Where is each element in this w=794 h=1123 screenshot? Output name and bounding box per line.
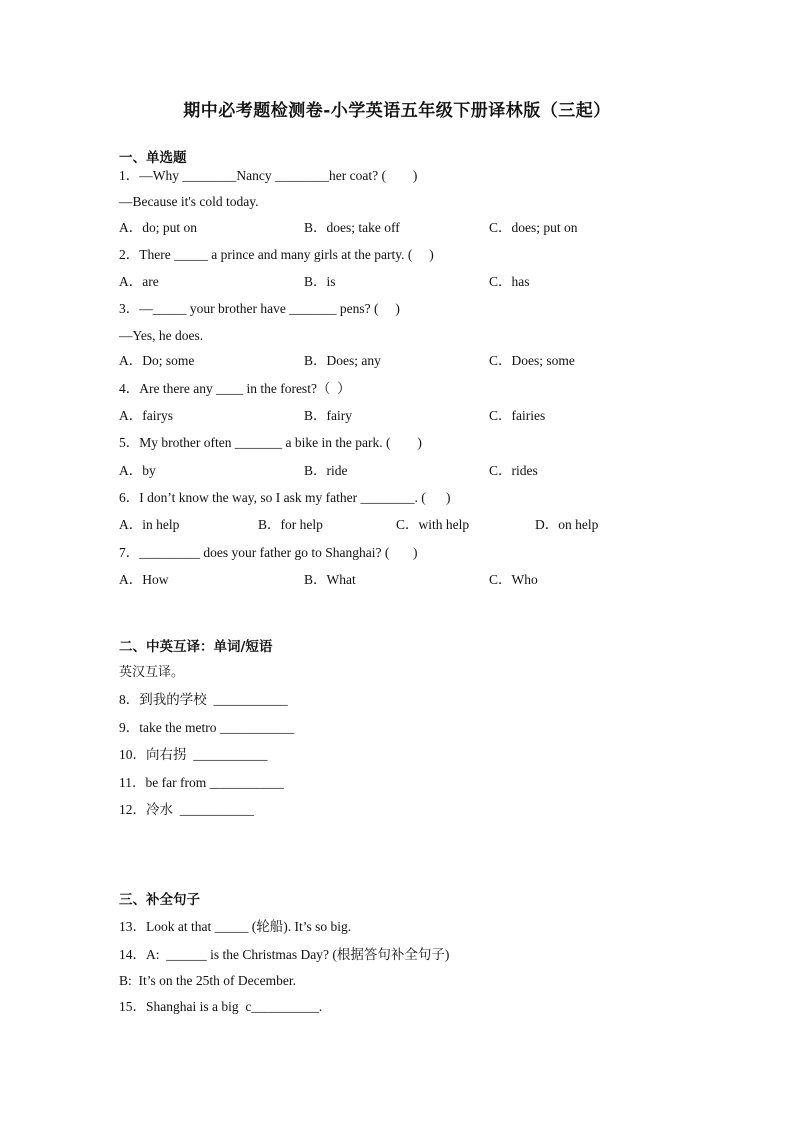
question-stem: 3．—_____ your brother have _______ pens? ( ): [119, 301, 400, 316]
option-b: B．ride: [304, 463, 348, 478]
page-title: 期中必考题检测卷-小学英语五年级下册译林版（三起）: [183, 101, 611, 121]
translation-item: 12．冷水 ___________: [119, 802, 254, 817]
sentence-item: 14．A: ______ is the Christmas Day? (根据答句补全句子): [119, 947, 450, 962]
question-stem: 7．_________ does your father go to Shanghai? ( ): [119, 545, 418, 560]
translation-item: 11．be far from ___________: [119, 775, 284, 790]
option-c: C．rides: [489, 463, 538, 478]
section-heading: 一、单选题: [119, 150, 187, 166]
question-extra: —Yes, he does.: [119, 328, 204, 343]
option-b: B．is: [304, 274, 336, 289]
option-b: B．for help: [258, 517, 323, 532]
option-c: C．does; put on: [489, 220, 578, 235]
question-stem: 4．Are there any ____ in the forest?（ ）: [119, 381, 351, 396]
question-stem: 5．My brother often _______ a bike in the park. ( ): [119, 435, 422, 450]
option-b: B．does; take off: [304, 220, 400, 235]
option-a: A．fairys: [119, 408, 173, 423]
sentence-item: B: It’s on the 25th of December.: [119, 973, 296, 988]
question-stem: 1．—Why ________Nancy ________her coat? ( ): [119, 168, 418, 183]
option-b: B．Does; any: [304, 353, 381, 368]
option-a: A．in help: [119, 517, 180, 532]
section-instruction: 英汉互译。: [119, 665, 185, 680]
section-heading: 三、补全句子: [119, 892, 200, 908]
section-heading: 二、中英互译：单词/短语: [119, 639, 273, 655]
option-c: C．Who: [489, 572, 538, 587]
translation-item: 9．take the metro ___________: [119, 720, 295, 735]
translation-item: 10．向右拐 ___________: [119, 747, 268, 762]
question-extra: —Because it's cold today.: [119, 194, 259, 209]
option-a: A．by: [119, 463, 156, 478]
sentence-item: 13．Look at that _____ (轮船). It’s so big.: [119, 919, 352, 934]
option-b: B．What: [304, 572, 356, 587]
option-a: A．are: [119, 274, 159, 289]
option-a: A．Do; some: [119, 353, 195, 368]
question-stem: 6．I don’t know the way, so I ask my father ________. ( ): [119, 490, 451, 505]
question-stem: 2．There _____ a prince and many girls at the party. ( ): [119, 247, 434, 262]
option-b: B．fairy: [304, 408, 352, 423]
option-d: D．on help: [535, 517, 599, 532]
option-c: C．fairies: [489, 408, 546, 423]
option-c: C．with help: [396, 517, 470, 532]
option-c: C．Does; some: [489, 353, 575, 368]
sentence-item: 15．Shanghai is a big c__________.: [119, 999, 323, 1014]
option-c: C．has: [489, 274, 530, 289]
option-a: A．How: [119, 572, 169, 587]
translation-item: 8．到我的学校 ___________: [119, 692, 288, 707]
option-a: A．do; put on: [119, 220, 198, 235]
